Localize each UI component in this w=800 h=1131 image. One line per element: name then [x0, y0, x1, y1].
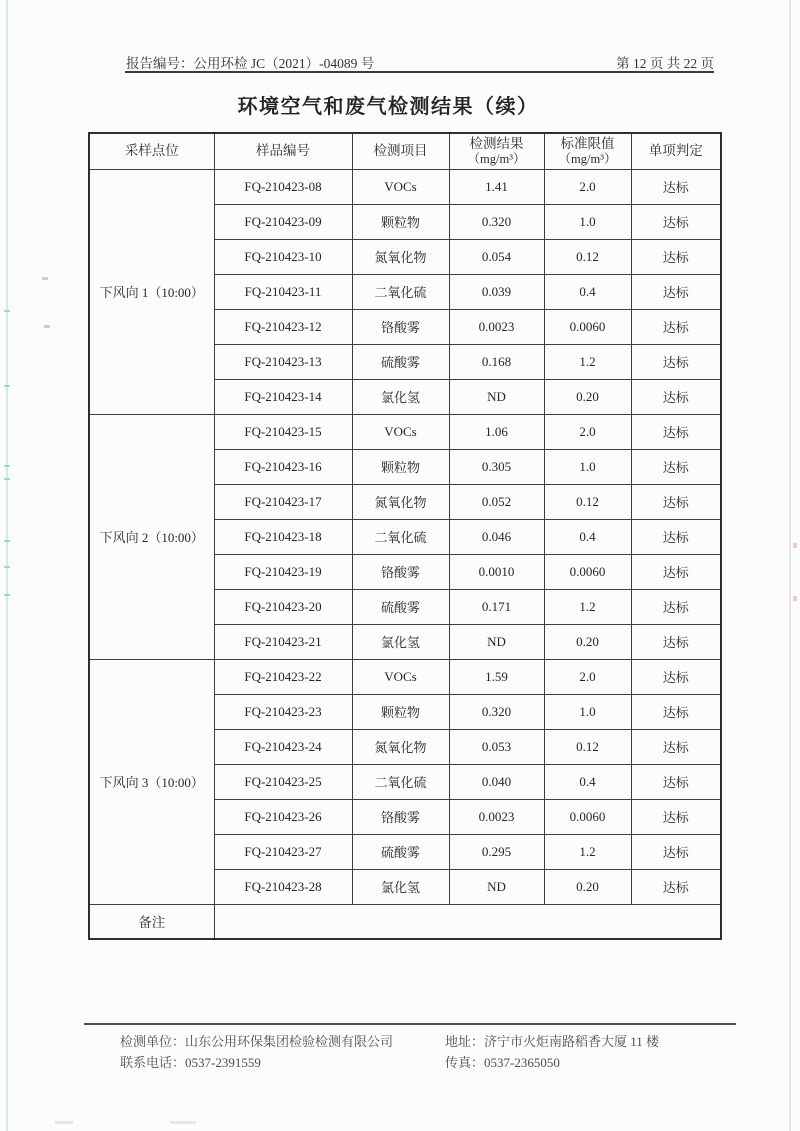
limit-cell: 0.0060	[544, 799, 631, 834]
limit-cell: 1.0	[544, 204, 631, 239]
sample-id-cell: FQ-210423-13	[214, 344, 352, 379]
sample-id-cell: FQ-210423-25	[214, 764, 352, 799]
scan-artifact	[44, 325, 50, 328]
test-item-cell: VOCs	[352, 414, 449, 449]
limit-cell: 0.20	[544, 379, 631, 414]
address: 地址：济宁市火炬南路稻香大厦 11 楼	[445, 1034, 660, 1049]
column-label: 采样点位	[124, 143, 179, 159]
judgement-cell: 达标	[631, 449, 721, 484]
judgement-cell: 达标	[631, 484, 721, 519]
limit-cell: 0.4	[544, 274, 631, 309]
sampling-location-cell: 下风向 2（10:00）	[89, 414, 214, 659]
limit-cell: 1.2	[544, 834, 631, 869]
scan-artifact	[4, 478, 10, 480]
judgement-cell: 达标	[631, 519, 721, 554]
column-unit: （mg/m³）	[467, 151, 526, 166]
column-header-test-item	[352, 133, 449, 169]
judgement-cell: 达标	[631, 239, 721, 274]
sampling-location-cell: 下风向 1（10:00）	[89, 169, 214, 414]
result-cell: ND	[449, 624, 544, 659]
scan-artifact	[4, 540, 10, 542]
judgement-cell: 达标	[631, 274, 721, 309]
test-item-cell: VOCs	[352, 659, 449, 694]
scan-artifact	[55, 1121, 73, 1124]
result-cell: 0.295	[449, 834, 544, 869]
column-header-test-result	[449, 133, 544, 169]
result-cell: 0.0023	[449, 799, 544, 834]
result-cell: 0.040	[449, 764, 544, 799]
sample-id-cell: FQ-210423-26	[214, 799, 352, 834]
sample-id-cell: FQ-210423-16	[214, 449, 352, 484]
result-cell: 0.054	[449, 239, 544, 274]
testing-organization: 检测单位：山东公用环保集团检验检测有限公司	[120, 1034, 394, 1049]
test-item-cell: 颗粒物	[352, 449, 449, 484]
judgement-cell: 达标	[631, 694, 721, 729]
result-cell: 0.0023	[449, 309, 544, 344]
results-table	[88, 132, 722, 940]
test-item-cell: 氯化氢	[352, 624, 449, 659]
result-cell: ND	[449, 379, 544, 414]
limit-cell: 0.20	[544, 624, 631, 659]
result-cell: 0.053	[449, 729, 544, 764]
page-title: 环境空气和废气检测结果（续）	[237, 96, 539, 118]
table-header	[89, 133, 721, 169]
judgement-cell: 达标	[631, 589, 721, 624]
column-label: 样品编号	[256, 143, 310, 159]
test-item-cell: 氯化氢	[352, 379, 449, 414]
limit-cell: 0.12	[544, 729, 631, 764]
judgement-cell: 达标	[631, 869, 721, 904]
column-unit: （mg/m³）	[558, 151, 617, 166]
result-cell: 1.06	[449, 414, 544, 449]
judgement-cell: 达标	[631, 204, 721, 239]
test-item-cell: VOCs	[352, 169, 449, 204]
remark-value-cell	[214, 904, 721, 939]
result-cell: 1.41	[449, 169, 544, 204]
limit-cell: 1.2	[544, 344, 631, 379]
limit-cell: 0.0060	[544, 309, 631, 344]
judgement-cell: 达标	[631, 764, 721, 799]
test-item-cell: 氯化氢	[352, 869, 449, 904]
limit-cell: 0.0060	[544, 554, 631, 589]
scan-artifact	[793, 543, 797, 548]
fax-number: 传真：0537-2365050	[445, 1055, 560, 1070]
scan-edge-artifact	[789, 0, 791, 1131]
test-item-cell: 二氧化硫	[352, 764, 449, 799]
test-item-cell: 颗粒物	[352, 694, 449, 729]
document-header	[126, 52, 714, 72]
column-label: 检测结果	[469, 136, 524, 152]
sample-id-cell: FQ-210423-14	[214, 379, 352, 414]
test-item-cell: 铬酸雾	[352, 799, 449, 834]
column-label: 标准限值	[560, 136, 615, 152]
test-item-cell: 氮氧化物	[352, 729, 449, 764]
column-header-standard-limit	[544, 133, 631, 169]
result-cell: 0.320	[449, 694, 544, 729]
sample-id-cell: FQ-210423-19	[214, 554, 352, 589]
limit-cell: 1.2	[544, 589, 631, 624]
judgement-cell: 达标	[631, 309, 721, 344]
scan-artifact	[793, 596, 797, 601]
scan-artifact	[4, 566, 10, 568]
sample-id-cell: FQ-210423-11	[214, 274, 352, 309]
sample-id-cell: FQ-210423-23	[214, 694, 352, 729]
scan-artifact	[170, 1121, 196, 1124]
test-item-cell: 氮氧化物	[352, 484, 449, 519]
result-cell: 0.171	[449, 589, 544, 624]
judgement-cell: 达标	[631, 624, 721, 659]
scan-artifact	[4, 385, 10, 387]
sample-id-cell: FQ-210423-12	[214, 309, 352, 344]
result-cell: 0.168	[449, 344, 544, 379]
header-divider	[125, 71, 714, 73]
judgement-cell: 达标	[631, 799, 721, 834]
limit-cell: 2.0	[544, 659, 631, 694]
test-item-cell: 硫酸雾	[352, 834, 449, 869]
test-item-cell: 铬酸雾	[352, 309, 449, 344]
table-row	[89, 414, 721, 449]
result-cell: 0.305	[449, 449, 544, 484]
scan-artifact	[42, 277, 48, 280]
scan-artifact	[4, 465, 10, 467]
test-item-cell: 铬酸雾	[352, 554, 449, 589]
limit-cell: 0.20	[544, 869, 631, 904]
limit-cell: 2.0	[544, 169, 631, 204]
table-row	[89, 169, 721, 204]
test-item-cell: 颗粒物	[352, 204, 449, 239]
result-cell: 0.0010	[449, 554, 544, 589]
sample-id-cell: FQ-210423-20	[214, 589, 352, 624]
result-cell: 1.59	[449, 659, 544, 694]
judgement-cell: 达标	[631, 659, 721, 694]
judgement-cell: 达标	[631, 344, 721, 379]
test-item-cell: 硫酸雾	[352, 344, 449, 379]
test-item-cell: 硫酸雾	[352, 589, 449, 624]
column-header-sample-id	[214, 133, 352, 169]
sample-id-cell: FQ-210423-28	[214, 869, 352, 904]
sample-id-cell: FQ-210423-15	[214, 414, 352, 449]
result-cell: 0.052	[449, 484, 544, 519]
column-header-judgement	[631, 133, 721, 169]
column-header-sampling-location	[89, 133, 214, 169]
limit-cell: 0.12	[544, 239, 631, 274]
judgement-cell: 达标	[631, 729, 721, 764]
judgement-cell: 达标	[631, 554, 721, 589]
column-label: 单项判定	[648, 143, 703, 159]
limit-cell: 0.4	[544, 764, 631, 799]
report-number: 报告编号：公用环检 JC（2021）-04089 号	[126, 56, 375, 71]
sample-id-cell: FQ-210423-21	[214, 624, 352, 659]
remark-section	[89, 904, 721, 939]
limit-cell: 1.0	[544, 449, 631, 484]
sample-id-cell: FQ-210423-22	[214, 659, 352, 694]
result-cell: ND	[449, 869, 544, 904]
scan-artifact	[4, 594, 10, 596]
table-header-row	[89, 133, 721, 169]
test-item-cell: 二氧化硫	[352, 274, 449, 309]
table-row	[89, 659, 721, 694]
sample-id-cell: FQ-210423-17	[214, 484, 352, 519]
sample-id-cell: FQ-210423-10	[214, 239, 352, 274]
test-item-cell: 氮氧化物	[352, 239, 449, 274]
limit-cell: 0.12	[544, 484, 631, 519]
sample-id-cell: FQ-210423-24	[214, 729, 352, 764]
result-cell: 0.320	[449, 204, 544, 239]
contact-phone: 联系电话：0537-2391559	[120, 1055, 261, 1070]
sample-id-cell: FQ-210423-18	[214, 519, 352, 554]
results-body	[89, 169, 721, 904]
judgement-cell: 达标	[631, 379, 721, 414]
judgement-cell: 达标	[631, 834, 721, 869]
scan-artifact	[4, 310, 10, 312]
sample-id-cell: FQ-210423-09	[214, 204, 352, 239]
result-cell: 0.046	[449, 519, 544, 554]
judgement-cell: 达标	[631, 169, 721, 204]
limit-cell: 0.4	[544, 519, 631, 554]
sampling-location-cell: 下风向 3（10:00）	[89, 659, 214, 904]
remark-row	[89, 904, 721, 939]
limit-cell: 2.0	[544, 414, 631, 449]
limit-cell: 1.0	[544, 694, 631, 729]
result-cell: 0.039	[449, 274, 544, 309]
judgement-cell: 达标	[631, 414, 721, 449]
sample-id-cell: FQ-210423-27	[214, 834, 352, 869]
scan-edge-artifact	[6, 0, 8, 1131]
remark-label-cell: 备注	[89, 904, 214, 939]
footer-divider	[84, 1023, 736, 1025]
page-indicator: 第 12 页 共 22 页	[616, 56, 714, 71]
sample-id-cell: FQ-210423-08	[214, 169, 352, 204]
test-item-cell: 二氧化硫	[352, 519, 449, 554]
column-label: 检测项目	[373, 143, 428, 159]
